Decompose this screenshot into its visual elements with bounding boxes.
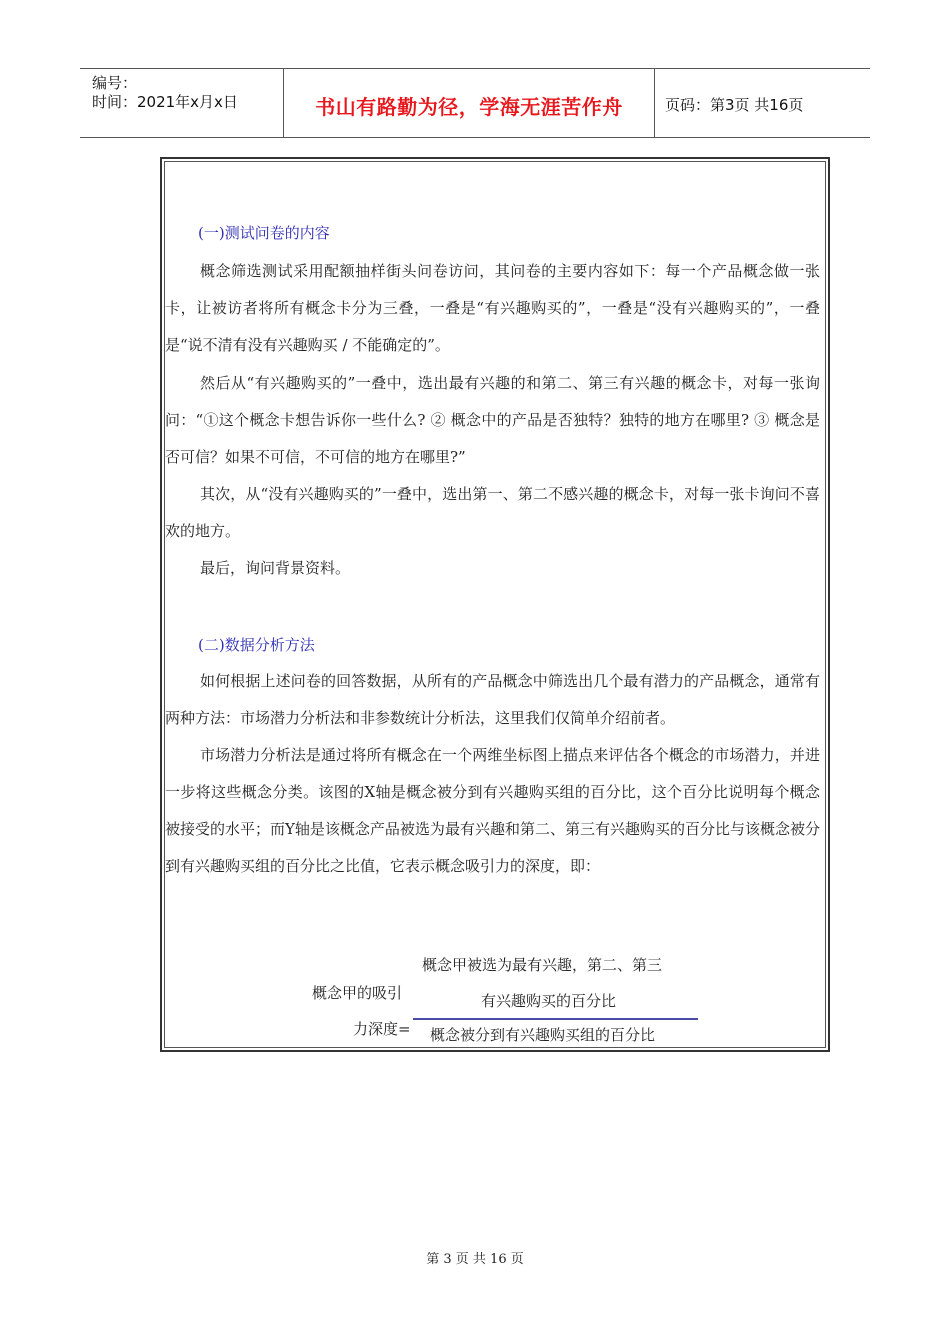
page-info: 页码：第3页 共16页	[665, 96, 804, 114]
number-label: 编号：	[92, 74, 138, 92]
formula-numerator-line2: 有兴趣购买的百分比	[481, 992, 617, 1010]
formula-denominator: 概念被分到有兴趣购买组的百分比	[430, 1026, 656, 1044]
header-meta-cell	[80, 69, 283, 137]
fraction-line	[413, 1018, 698, 1020]
formula-left-line2: 力深度=	[353, 1020, 411, 1038]
section-title-1: (一)测试问卷的内容	[198, 224, 330, 242]
formula-left-line1: 概念甲的吸引	[312, 984, 403, 1002]
paragraph: 最后，询问背景资料。	[200, 559, 351, 577]
formula-numerator-line1: 概念甲被选为最有兴趣，第二、第三	[422, 956, 663, 974]
paragraph: 如何根据上述问卷的回答数据，从所有的产品概念中筛选出几个最有潜力的产品概念，通常有两种方法：市场潜力分析法和非参数统计分析法，这里我们仅简单介绍前者。	[165, 672, 820, 727]
header-page-cell	[655, 69, 870, 137]
section-title-2: (二)数据分析方法	[198, 636, 315, 654]
paragraph: 其次，从“没有兴趣购买的”一叠中，选出第一、第二不感兴趣的概念卡，对每一张卡询问不喜欢的地方。	[165, 485, 820, 540]
date-label: 时间：2021年x月x日	[92, 93, 238, 111]
paragraph: 市场潜力分析法是通过将所有概念在一个两维坐标图上描点来评估各个概念的市场潜力，并进一步将这些概念分类。该图的X轴是概念被分到有兴趣购买组的百分比，这个百分比说明每个概念被接受的水平；而Y轴是该概念产品被选为最有兴趣和第二、第三有兴趣购买的百分比与该概念被分到有兴趣购买组的百分比之比值，它表示概念吸引力的深度，即：	[165, 746, 820, 875]
motto: 书山有路勤为径，学海无涯苦作舟	[315, 95, 623, 119]
header-motto-cell	[283, 69, 655, 137]
page-footer: 第 3 页 共 16 页	[426, 1252, 524, 1267]
paragraph: 然后从“有兴趣购买的”一叠中，选出最有兴趣的和第二、第三有兴趣的概念卡，对每一张询问：“①这个概念卡想告诉你一些什么? ② 概念中的产品是否独特？独特的地方在哪里? ③ 概念是否可信？如果不可信，不可信的地方在哪里?”	[165, 374, 820, 466]
page-header	[80, 68, 870, 138]
paragraph: 概念筛选测试采用配额抽样街头问卷访问，其问卷的主要内容如下：每一个产品概念做一张卡，让被访者将所有概念卡分为三叠，一叠是“有兴趣购买的”，一叠是“没有兴趣购买的”，一叠是“说不清有没有兴趣购买 / 不能确定的”。	[165, 262, 820, 354]
